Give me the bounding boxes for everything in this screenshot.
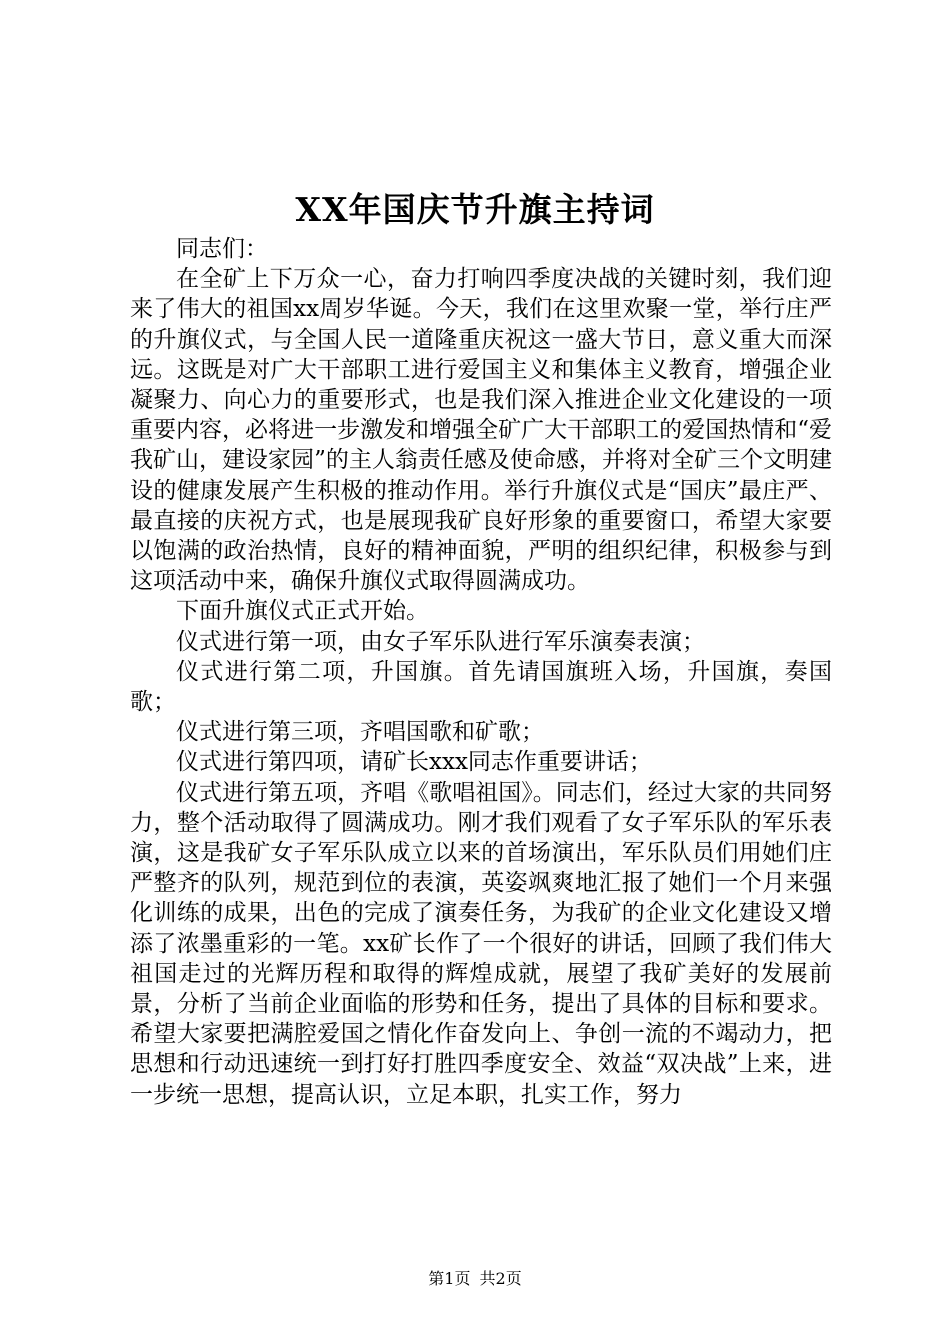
document-title: XX年国庆节升旗主持词 [295, 190, 655, 229]
page-total: 共2页 [479, 1269, 522, 1288]
paragraph-start: 下面升旗仪式正式开始。 [176, 598, 429, 625]
paragraph-item-2: 仪式进行第二项，升国旗。首先请国旗班入场，升国旗，奏国歌； [130, 658, 832, 716]
salutation: 同志们： [176, 236, 268, 262]
paragraph-opening: 在全矿上下万众一心，奋力打响四季度决战的关键时刻，我们迎来了伟大的祖国xx周岁华诞。今天，我们在这里欢聚一堂，举行庄严的升旗仪式，与全国人民一道隆重庆祝这一盛大节日，意义重大而深远。这既是对广大干部职工进行爱国主义和集体主义教育，增强企业凝聚力、向心力的重要形式，也是我们深入推进企业文化建设的一项重要内容，必将进一步激发和增强全矿广大干部职工的爱国热情和“爱我矿山，建设家园”的主人翁责任感及使命感，并将对全矿三个文明建设的健康发展产生积极的推动作用。举行升旗仪式是“国庆”最庄严、最直接的庆祝方式，也是展现我矿良好形象的重要窗口，希望大家要以饱满的政治热情，良好的精神面貌，严明的组织纪律，积极参与到这项活动中来，确保升旗仪式取得圆满成功。 [130, 266, 832, 595]
paragraph-item-4: 仪式进行第四项，请矿长xxx同志作重要讲话； [176, 749, 652, 776]
paragraph-item-5: 仪式进行第五项，齐唱《歌唱祖国》。同志们，经过大家的共同努力，整个活动取得了圆满成功。刚才我们观看了女子军乐队的军乐表演，这是我矿女子军乐队成立以来的首场演出，军乐队员们用她们庄严整齐的队列，规范到位的表演，英姿飒爽地汇报了她们一个月来强化训练的成果，出色的完成了演奏任务，为我矿的企业文化建设又增添了浓墨重彩的一笔。xx矿长作了一个很好的讲话，回顾了我们伟大祖国走过的光辉历程和取得的辉煌成就，展望了我矿美好的发展前景，分析了当前企业面临的形势和任务，提出了具体的目标和要求。希望大家要把满腔爱国之情化作奋发向上、争创一流的不竭动力，把思想和行动迅速统一到打好打胜四季度安全、效益“双决战”上来，进一步统一思想，提高认识，立足本职，扎实工作，努力 [130, 779, 832, 1108]
page-number: 第1页 [428, 1269, 471, 1288]
document-body [130, 234, 832, 1110]
paragraph-item-3: 仪式进行第三项，齐唱国歌和矿歌； [176, 719, 544, 746]
paragraph-item-1: 仪式进行第一项，由女子军乐队进行军乐演奏表演； [176, 628, 705, 655]
page-footer [0, 1268, 950, 1290]
